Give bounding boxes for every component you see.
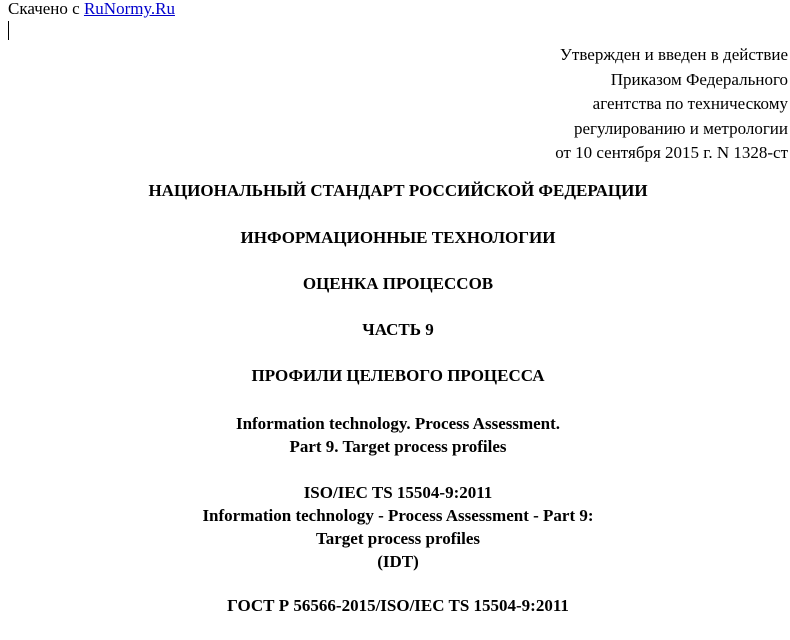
iso-reference xyxy=(0,481,790,573)
gost-designation: ГОСТ Р 56566-2015/ISO/IEC TS 15504-9:2011 xyxy=(227,596,569,615)
approval-line-4: регулированию и метрологии xyxy=(573,118,788,138)
runormy-link[interactable]: RuNormy.Ru xyxy=(83,0,175,18)
english-title-line-1: Information technology. Process Assessment. xyxy=(235,414,561,433)
approval-statement xyxy=(555,43,788,166)
source-line xyxy=(8,0,175,19)
target-profiles-heading: ПРОФИЛИ ЦЕЛЕВОГО ПРОЦЕССА xyxy=(251,366,545,385)
approval-line-3: агентства по техническому xyxy=(592,94,788,113)
english-title xyxy=(0,412,790,458)
approval-line-1: Утвержден и введен в действие xyxy=(559,45,788,64)
process-assessment-heading: ОЦЕНКА ПРОЦЕССОВ xyxy=(302,274,494,293)
english-title-line-2: Part 9. Target process profiles xyxy=(289,437,507,456)
approval-line-2: Приказом Федерального xyxy=(610,69,788,89)
iso-idt-label: (IDT) xyxy=(377,552,419,571)
text-cursor xyxy=(8,21,9,40)
national-standard-heading: НАЦИОНАЛЬНЫЙ СТАНДАРТ РОССИЙСКОЙ ФЕДЕРАЦИИ xyxy=(148,181,648,200)
approval-line-5: от 10 сентября 2015 г. N 1328-ст xyxy=(555,143,788,162)
iso-title-line-1: Information technology - Process Assessment - Part 9: xyxy=(202,506,594,525)
downloaded-from-label: Скачено с xyxy=(8,0,80,18)
iso-designation: ISO/IEC TS 15504-9:2011 xyxy=(303,483,493,502)
information-technologies-heading: ИНФОРМАЦИОННЫЕ ТЕХНОЛОГИИ xyxy=(240,228,556,247)
part-number-heading: ЧАСТЬ 9 xyxy=(362,320,434,339)
iso-title-line-2: Target process profiles xyxy=(315,529,480,548)
